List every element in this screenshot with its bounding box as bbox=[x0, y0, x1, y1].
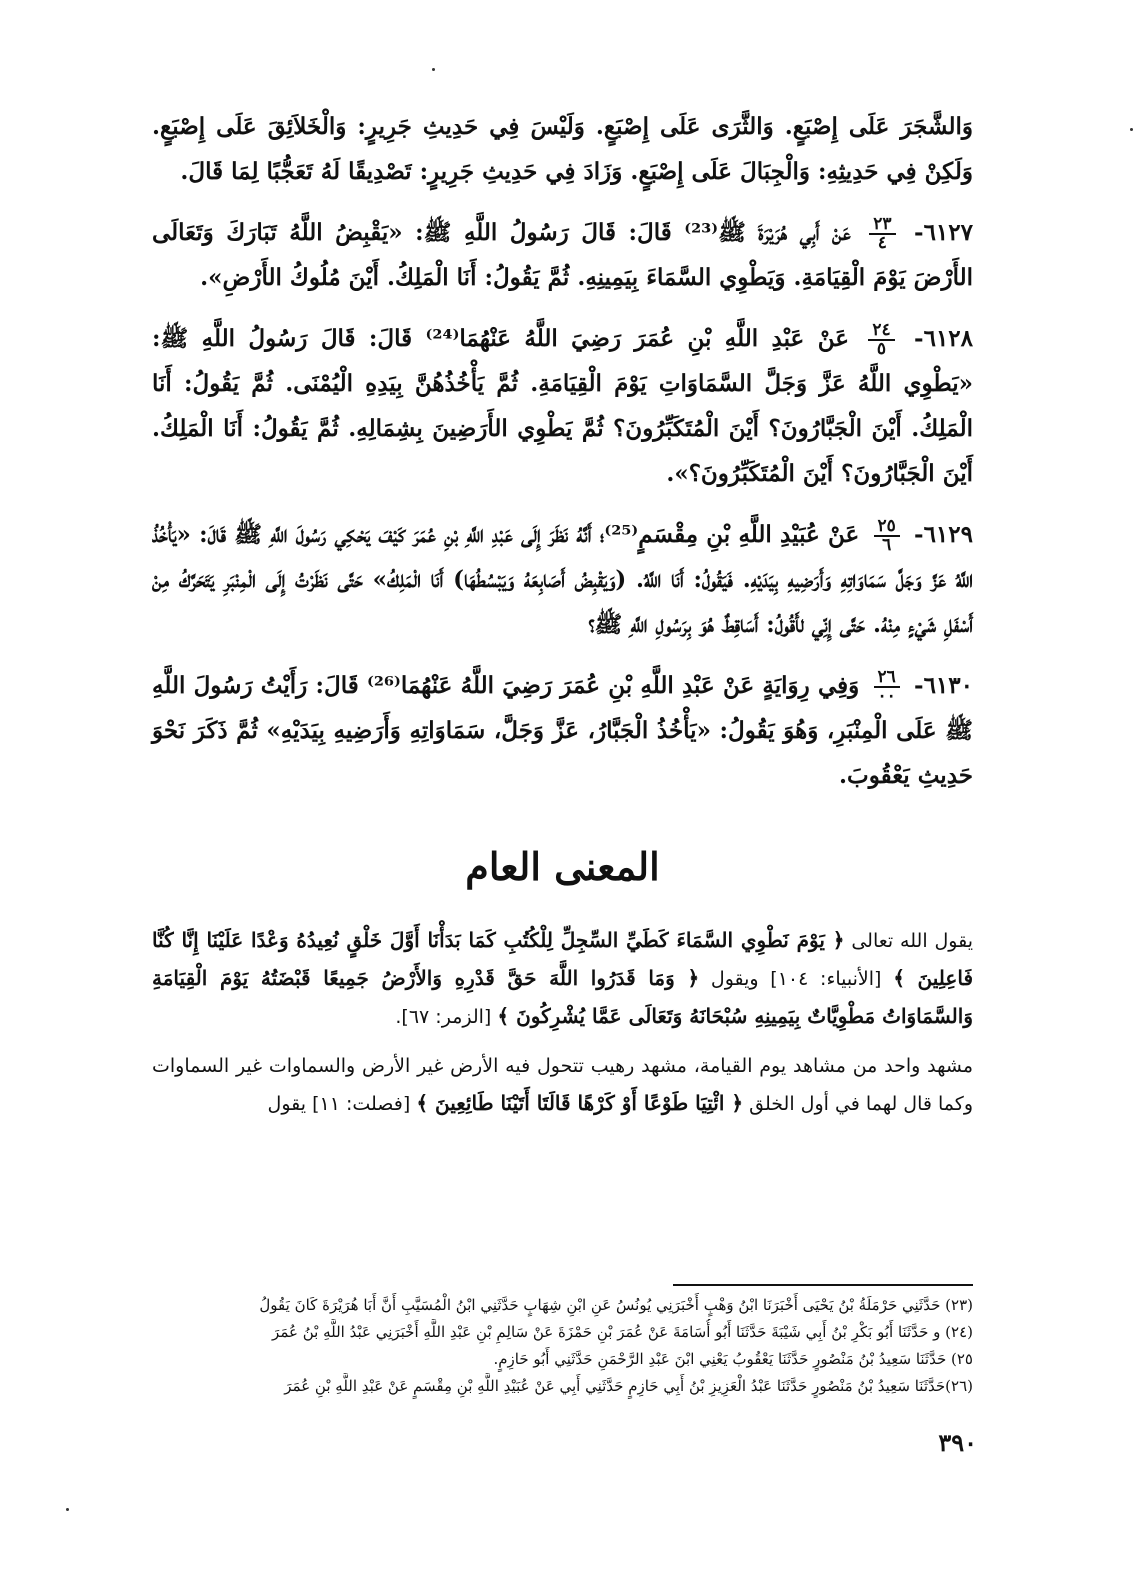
section-title: المعنى العام bbox=[465, 844, 660, 889]
verse-reference: [الأنبياء: ١٠٤] ويقول bbox=[710, 968, 882, 990]
main-text-column bbox=[152, 104, 973, 1135]
verse-reference: [الزمر: ٦٧]. bbox=[395, 1006, 492, 1028]
hadith-number: ٦١٢٨- bbox=[914, 325, 974, 352]
fraction-numerator: ٢٣ bbox=[869, 216, 895, 235]
footnotes bbox=[152, 1292, 973, 1400]
fraction-denominator: ٤ bbox=[877, 233, 887, 253]
quran-verse: ﴿ يَوْمَ نَطْوِي السَّمَاءَ كَطَيِّ السِّجِلِّ لِلْكُتُبِ كَمَا بَدَأْنَا أَوَّلَ خَلْقٍ نُعِيدُهُ وَعْدًا عَلَيْنَا إِنَّا كُنَّا فَاعِلِينَ ﴾ bbox=[152, 928, 974, 990]
hadith-reference-fraction bbox=[874, 669, 900, 705]
hadith-text: عَنْ عَبْدِ اللَّهِ بْنِ عُمَرَ رَضِيَ اللَّهُ عَنْهُمَا⁽²⁴⁾ قَالَ: قَالَ رَسُولُ اللَّهِ ﷺ: «يَطْوِي اللَّهُ عَزَّ وَجَلَّ السَّمَاوَاتِ يَوْمَ الْقِيَامَةِ. ثُمَّ يَأْخُذُهُنَّ بِيَدِهِ الْيُمْنَى. ثُمَّ يَقُولُ: أَنَا الْمَلِكُ. أَيْنَ الْجَبَّارُونَ؟ أَيْنَ الْمُتَكَبِّرُونَ؟ ثُمَّ يَطْوِي الأَرَضِينَ بِشِمَالِهِ. ثُمَّ يَقُولُ: أَنَا الْمَلِكُ. أَيْنَ الْجَبَّارُونَ؟ أَيْنَ الْمُتَكَبِّرُونَ؟». bbox=[152, 325, 974, 487]
continuation-paragraph: وَالشَّجَرَ عَلَى إِصْبَعٍ. وَالثَّرَى عَلَى إِصْبَعٍ. وَلَيْسَ فِي حَدِيثِ جَرِيرٍ: وَالْخَلاَئِقَ عَلَى إِصْبَعٍ. وَلَكِنْ فِي حَدِيثِهِ: وَالْجِبَالَ عَلَى إِصْبَعٍ. وَزَادَ فِي حَدِيثِ جَرِيرٍ: تَصْدِيقًا لَهُ تَعَجُّبًا لِمَا قَالَ. bbox=[152, 113, 973, 185]
hadith-6127 bbox=[152, 210, 973, 300]
hadith-text: عَنْ عُبَيْدِ اللَّهِ بْنِ مِقْسَمٍ⁽²⁵⁾؛ أَنَّهُ نَظَرَ إِلَى عَبْدِ اللَّهِ بْنِ عُمَرَ كَيْفَ يَحْكِي رَسُولَ اللَّهِ ﷺ قَالَ: «يَأْخُذُ اللَّهُ عَزَّ وَجَلَّ سَمَاوَاتِهِ وَأَرَضِيهِ بِيَدَيْهِ. فَيَقُولُ: أَنَا اللَّهُ. (وَيَقْبِضُ أَصَابِعَهُ وَيَبْسُطُهَا) أَنَا الْمَلِكُ» حَتَّى نَظَرْتُ إِلَى الْمِنْبَرِ يَتَحَرَّكُ مِنْ أَسْفَلِ شَيْءٍ مِنْهُ. حَتَّى إِنِّي لأَقُولُ: أَسَاقِطٌ هُوَ بِرَسُولِ اللَّهِ ﷺ؟ bbox=[152, 521, 973, 638]
hadith-text: وَفِي رِوَايَةٍ عَنْ عَبْدِ اللَّهِ بْنِ عُمَرَ رَضِيَ اللَّهُ عَنْهُمَا⁽²⁶⁾ قَالَ: رَأَيْتُ رَسُولَ اللَّهِ ﷺ عَلَى الْمِنْبَرِ، وَهُوَ يَقُولُ: «يَأْخُذُ الْجَبَّارُ، عَزَّ وَجَلَّ، سَمَاوَاتِهِ وَأَرَضِيهِ بِيَدَيْهِ» ثُمَّ ذَكَرَ نَحْوَ حَدِيثِ يَعْقُوبَ. bbox=[152, 672, 973, 789]
quran-verse: ﴿ ائْتِيَا طَوْعًا أَوْ كَرْهًا قَالَتَا أَتَيْنَا طَائِعِينَ ﴾ bbox=[416, 1091, 744, 1115]
hadith-6130 bbox=[152, 663, 973, 798]
quran-verse: ﴿ وَمَا قَدَرُوا اللَّهَ حَقَّ قَدْرِهِ وَالأَرْضُ جَمِيعًا قَبْضَتُهُ يَوْمَ الْقِيَامَةِ وَالسَّمَاوَاتُ مَطْوِيَّاتٌ بِيَمِينِهِ سُبْحَانَهُ وَتَعَالَى عَمَّا يُشْرِكُونَ ﴾ bbox=[152, 966, 973, 1028]
scan-speck bbox=[66, 1508, 69, 1511]
scan-speck bbox=[432, 68, 435, 71]
footnote-divider bbox=[673, 1284, 973, 1286]
hadith-text: عَنْ أَبِي هُرَيْرَةَ ﷺ⁽²³⁾ قَالَ: قَالَ رَسُولُ اللَّهِ ﷺ: «يَقْبِضُ اللَّهُ تَبَارَكَ وَتَعَالَى الأَرْضَ يَوْمَ الْقِيَامَةِ. وَيَطْوِي السَّمَاءَ بِيَمِينِهِ. ثُمَّ يَقُولُ: أَنَا الْمَلِكُ. أَيْنَ مُلُوكُ الأَرْضِ». bbox=[152, 219, 973, 291]
fraction-denominator: ٦ bbox=[882, 535, 892, 555]
hadith-number: ٦١٢٩- bbox=[914, 521, 973, 548]
footnote-26: (٢٦)حَدَّثَنَا سَعِيدُ بْنُ مَنْصُورٍ حَدَّثَنَا عَبْدُ الْعَزِيزِ بْنُ أَبِي حَازِمٍ حَدَّثَنِي أَبِي عَنْ عُبَيْدِ اللَّهِ بْنِ مِقْسَمٍ عَنْ عَبْدِ اللَّهِ بْنِ عُمَرَ bbox=[284, 1377, 973, 1395]
fraction-numerator: ٢٦ bbox=[874, 669, 900, 688]
hadith-reference-fraction bbox=[868, 322, 894, 358]
commentary-text: مشهد واحد من مشاهد يوم القيامة، مشهد رهيب تتحول فيه الأرض غير الأرض والسماوات غير السماوات وكما قال لهما في أول الخلق bbox=[152, 1055, 973, 1115]
fraction-denominator: ٠٠ bbox=[877, 686, 896, 706]
commentary-intro: يقول الله تعالى bbox=[851, 930, 973, 952]
hadith-reference-fraction bbox=[869, 216, 895, 252]
footnote-24: (٢٤) و حَدَّثَنَا أَبُو بَكْرِ بْنُ أَبِي شَيْبَةَ حَدَّثَنَا أَبُو أُسَامَةَ عَنْ عُمَرَ بْنِ حَمْزَةَ عَنْ سَالِمِ بْنِ عَبْدِ اللَّهِ أَخْبَرَنِي عَبْدُ اللَّهِ بْنُ عُمَرَ bbox=[272, 1323, 973, 1341]
fraction-denominator: ٥ bbox=[876, 339, 887, 359]
fraction-numerator: ٢٤ bbox=[868, 322, 894, 341]
fraction-numerator: ٢٥ bbox=[874, 518, 900, 537]
verse-reference: [فصلت: ١١] يقول bbox=[267, 1093, 411, 1115]
hadith-number: ٦١٣٠- bbox=[914, 672, 973, 699]
hadith-number: ٦١٢٧- bbox=[914, 219, 973, 246]
hadith-6129 bbox=[152, 512, 973, 647]
commentary-paragraph-1 bbox=[152, 922, 973, 1036]
hadith-6128 bbox=[152, 316, 973, 496]
footnote-25: ٢٥) حَدَّثَنَا سَعِيدُ بْنُ مَنْصُورٍ حَدَّثَنَا يَعْقُوبُ يَعْنِي ابْنَ عَبْدِ الرَّحْمَنِ حَدَّثَنِي أَبُو حَازِمٍ. bbox=[493, 1350, 973, 1368]
commentary-paragraph-2 bbox=[152, 1048, 973, 1123]
page-number: ٣٩٠ bbox=[938, 1428, 977, 1457]
hadith-reference-fraction bbox=[874, 518, 900, 554]
footnote-23: (٢٣) حَدَّثَنِي حَرْمَلَةُ بْنُ يَحْيَى أَخْبَرَنَا ابْنُ وَهْبٍ أَخْبَرَنِي يُونُسُ عَنِ ابْنِ شِهَابٍ حَدَّثَنِي ابْنُ الْمُسَيَّبِ أَنَّ أَبَا هُرَيْرَةَ كَانَ يَقُولُ bbox=[259, 1296, 973, 1314]
